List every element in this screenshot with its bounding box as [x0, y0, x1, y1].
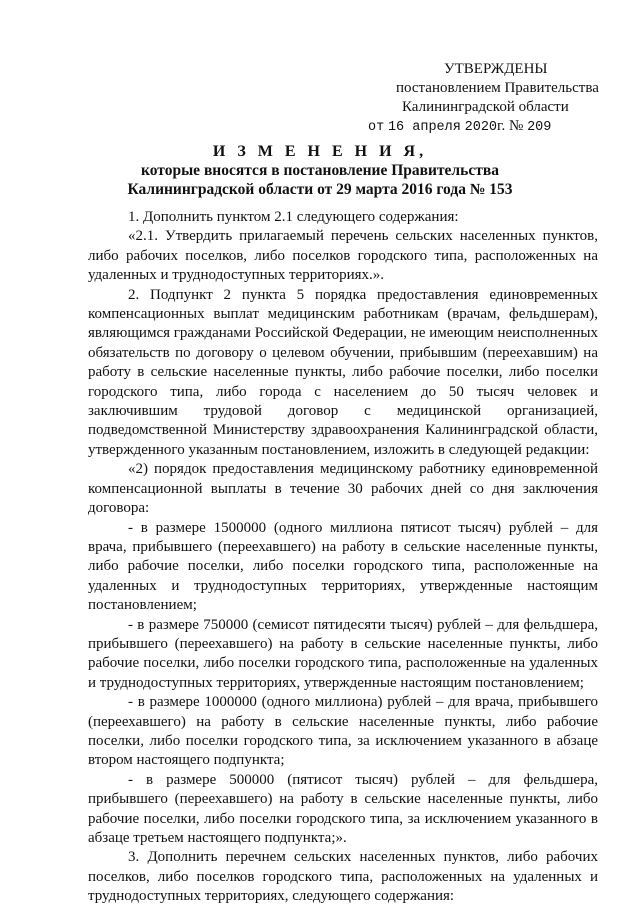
approval-block — [368, 60, 616, 137]
paragraph-8: - в размере 500000 (пятисот тысяч) рублей – для фельдшера, прибывшего (переехавшего) на работу в сельские населенные пункты, либо рабочие поселки, либо поселки городского типа, за исключением указанного в абзаце третьем настоящего подпункта;». — [88, 771, 598, 846]
date-text: 16 апреля — [387, 120, 461, 135]
date-year: 2020 — [464, 120, 498, 135]
approval-line-1: постановлением Правительства — [396, 80, 599, 96]
paragraph-7: - в размере 1000000 (одного миллиона) рублей – для врача, прибывшего (переехавшего) на работу в сельские населенные пункты, либо рабочие поселки, либо поселки городского типа, за исключением указанного в абзаце втором настоящего подпункта; — [88, 694, 598, 769]
paragraph-4: «2) порядок предоставления медицинскому работнику единовременной компенсационной выплаты в течение 30 рабочих дней со дня заключения договора: — [88, 461, 598, 517]
changes-subtitle-1: которые вносятся в постановление Правительства — [141, 162, 499, 179]
date-prefix: от — [368, 120, 385, 135]
paragraph-9: 3. Дополнить перечнем сельских населенных пунктов, либо рабочих поселков, либо поселков городского типа, расположенных на удаленных и труднодоступных территориях, следующего содержания: — [88, 849, 598, 905]
changes-subtitle-2: Калининградской области от 29 марта 2016 года № 153 — [127, 181, 513, 198]
number-sign: № — [509, 118, 524, 134]
approval-line-2: Калининградской области — [402, 99, 569, 115]
paragraph-1: 1. Дополнить пунктом 2.1 следующего содержания: — [128, 209, 459, 225]
document-body — [88, 208, 598, 907]
document-number: 209 — [527, 120, 552, 135]
changes-title: И З М Е Н Е Н И Я, — [212, 143, 428, 160]
date-suffix: г. — [497, 118, 506, 134]
paragraph-3: 2. Подпункт 2 пункта 5 порядка предоставления единовременных компенсационных выплат медицинским работникам (врачам, фельдшерам), являющимся гражданами Российской Федерации, не имеющим неисполненных обязательств по договору о целевом обучении, прибывшим (переехавшим) на работу в сельские населенные пункты, либо рабочие поселки, либо поселки городского типа, либо города с населением до 50 тысяч человек и заключившим трудовой договор с медицинской организацией, подведомственной Министерству здравоохранения Калининградской области, утвержденного указанным постановлением, изложить в следующей редакции: — [88, 286, 598, 458]
paragraph-6: - в размере 750000 (семисот пятидесяти тысяч) рублей – для фельдшера, прибывшего (переехавшего) на работу в сельские населенные пункты, либо рабочие поселки, либо поселки городского типа, расположенные на удаленных и труднодоступных территориях, утвержденные настоящим постановлением; — [88, 616, 598, 691]
paragraph-5: - в размере 1500000 (одного миллиона пятисот тысяч) рублей – для врача, прибывшего (переехавшего) на работу в сельские населенные пункты, либо рабочие поселки, либо поселки городского типа, расположенные на удаленных и труднодоступных территориях, утвержденные настоящим постановлением; — [88, 519, 598, 614]
paragraph-2: «2.1. Утвердить прилагаемый перечень сельских населенных пунктов, либо рабочих поселков, либо поселков городского типа, расположенных на удаленных и труднодоступных территориях.». — [88, 228, 598, 284]
changes-heading — [60, 142, 580, 199]
approval-date-line — [368, 117, 616, 137]
approval-title: УТВЕРЖДЕНЫ — [444, 61, 548, 77]
